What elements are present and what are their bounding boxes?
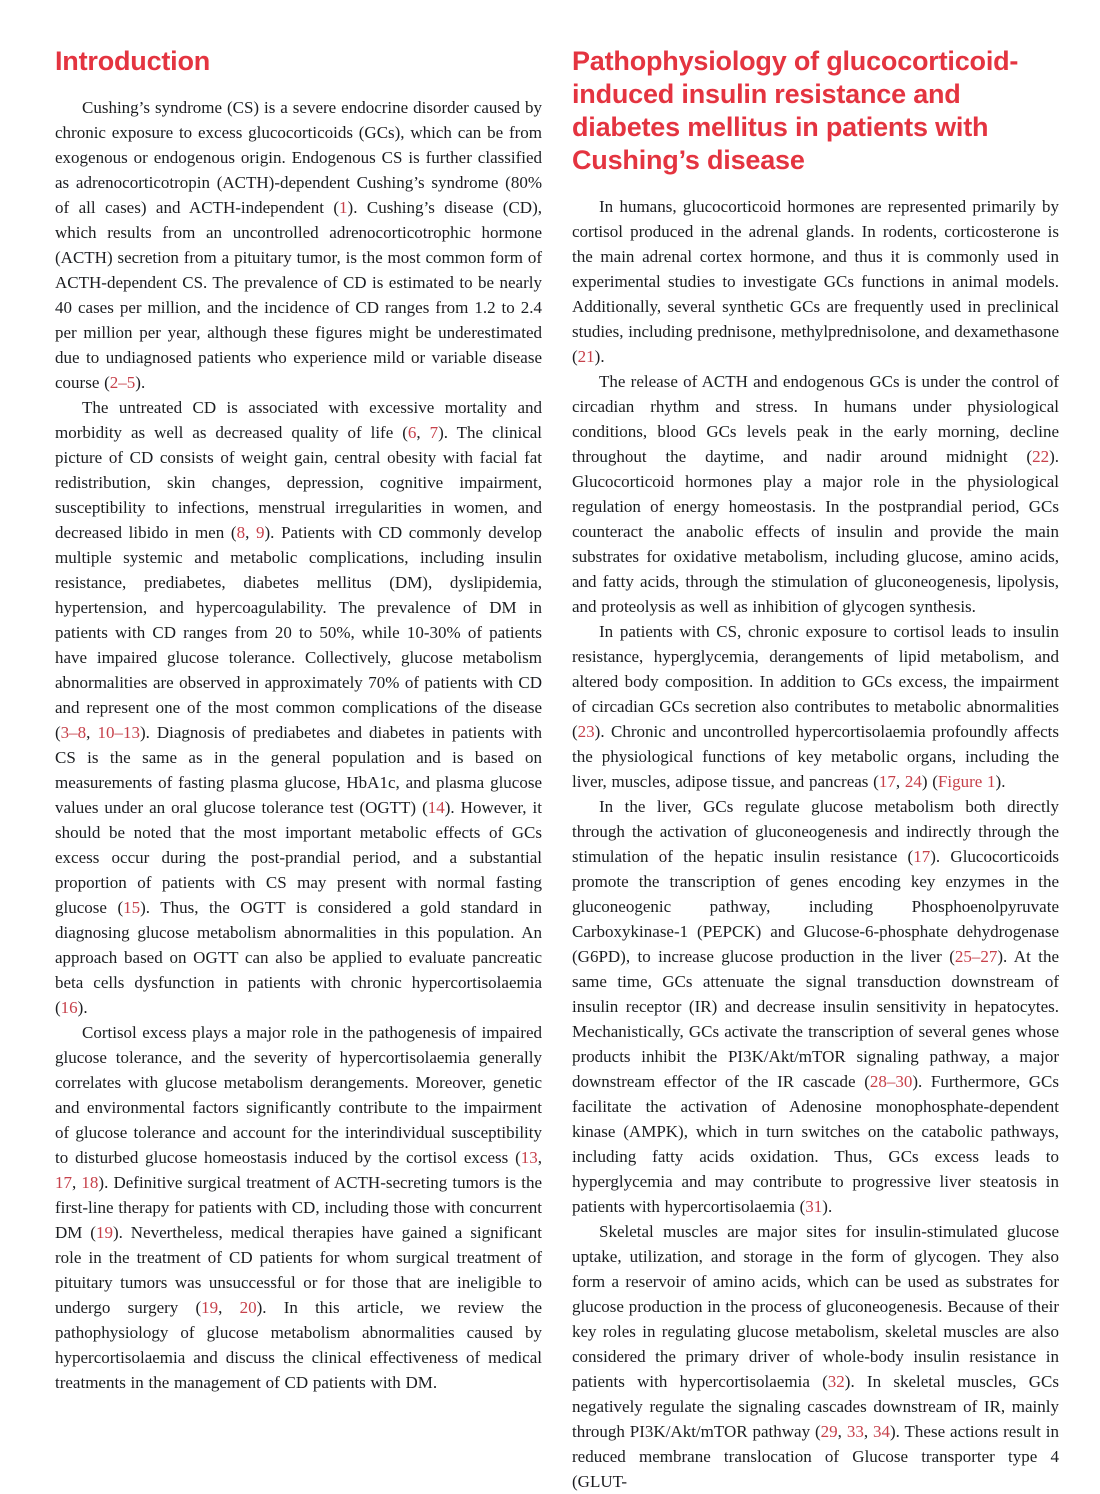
section-heading-pathophysiology: Pathophysiology of glucocorticoid-induced insulin resistance and diabetes mellitus in patients with Cushing’s disease bbox=[572, 46, 1019, 175]
citation-reference: 6 bbox=[407, 423, 417, 442]
citation-reference: 2–5 bbox=[109, 373, 136, 392]
citation-reference: 34 bbox=[873, 1422, 890, 1441]
citation-reference: 17 bbox=[55, 1173, 72, 1192]
pathophysiology-paragraph-1: In humans, glucocorticoid hormones are represented primarily by cortisol produced in the adrenal glands. In rodents, corticosterone is the main adrenal cortex hormone, and thus it is commonly used in experimental studies to investigate GCs functions in animal models. Additionally, several synthetic GCs are frequently used in preclinical studies, including prednisone, methylprednisolone, and dexamethasone (21). bbox=[572, 197, 1059, 366]
citation-reference: 13 bbox=[520, 1148, 538, 1167]
pathophysiology-paragraph-3: In patients with CS, chronic exposure to cortisol leads to insulin resistance, hyperglycemia, derangements of lipid metabolism, and altered body composition. In addition to GCs excess, the impairment of circadian GCs secretion also contributes to metabolic abnormalities (23). Chronic and uncontrolled hypercortisolaemia profoundly affects the physiological functions of key metabolic organs, including the liver, muscles, adipose tissue, and pancreas (17, 24) (Figure 1). bbox=[572, 622, 1059, 791]
citation-reference: 9 bbox=[256, 523, 265, 542]
citation-reference: 19 bbox=[95, 1223, 113, 1242]
citation-reference: 16 bbox=[60, 998, 78, 1017]
citation-reference: 33 bbox=[846, 1422, 864, 1441]
citation-reference: 29 bbox=[820, 1422, 838, 1441]
citation-reference: 23 bbox=[577, 722, 595, 741]
citation-reference: 15 bbox=[123, 898, 141, 917]
citation-reference: 31 bbox=[805, 1197, 823, 1216]
pathophysiology-paragraph-2: The release of ACTH and endogenous GCs is under the control of circadian rhythm and stress. In humans under physiological conditions, blood GCs levels peak in the early morning, decline throughout the daytime, and nadir around midnight (22). Glucocorticoid hormones play a major role in the physiological regulation of energy homeostasis. In the postprandial period, GCs counteract the anabolic effects of insulin and provide the main substrates for oxidative metabolism, including glucose, amino acids, and fatty acids, through the stimulation of gluconeogenesis, lipolysis, and proteolysis as well as inhibition of glycogen synthesis. bbox=[572, 372, 1059, 616]
figure-reference: Figure 1 bbox=[937, 772, 996, 791]
citation-reference: 24 bbox=[904, 772, 922, 791]
citation-reference: 32 bbox=[827, 1372, 845, 1391]
citation-reference: 10–13 bbox=[97, 723, 140, 742]
section-heading-introduction: Introduction bbox=[55, 46, 211, 76]
left-column bbox=[55, 45, 542, 1494]
citation-reference: 25–27 bbox=[954, 947, 998, 966]
citation-reference: 17 bbox=[913, 847, 931, 866]
citation-reference: 20 bbox=[239, 1298, 257, 1317]
citation-reference: 14 bbox=[427, 798, 445, 817]
intro-paragraph-1: Cushing’s syndrome (CS) is a severe endocrine disorder caused by chronic exposure to excess glucocorticoids (GCs), which can be from exogenous or endogenous origin. Endogenous CS is further classified as adrenocorticotropin (ACTH)-dependent Cushing’s syndrome (80% of all cases) and ACTH-independent (1). Cushing’s disease (CD), which results from an uncontrolled adrenocorticotrophic hormone (ACTH) secretion from a pituitary tumor, is the most common form of ACTH-dependent CS. The prevalence of CD is estimated to be nearly 40 cases per million, and the incidence of CD ranges from 1.2 to 2.4 per million per year, although these figures might be underestimated due to undiagnosed patients who experience mild or variable disease course (2–5). bbox=[55, 98, 542, 392]
citation-reference: 22 bbox=[1032, 447, 1050, 466]
citation-reference: 8 bbox=[236, 523, 246, 542]
citation-reference: 18 bbox=[81, 1173, 99, 1192]
intro-paragraph-2: The untreated CD is associated with excessive mortality and morbidity as well as decreased quality of life (6, 7). The clinical picture of CD consists of weight gain, central obesity with facial fat redistribution, skin changes, depression, cognitive impairment, susceptibility to infections, menstrual irregularities in women, and decreased libido in men (8, 9). Patients with CD commonly develop multiple systemic and metabolic complications, including insulin resistance, prediabetes, diabetes mellitus (DM), dyslipidemia, hypertension, and hypercoagulability. The prevalence of DM in patients with CD ranges from 20 to 50%, while 10-30% of patients have impaired glucose tolerance. Collectively, glucose metabolism abnormalities are observed in approximately 70% of patients with CD and represent one of the most common complications of the disease (3–8, 10–13). Diagnosis of prediabetes and diabetes in patients with CS is the same as in the general population and is based on measurements of fasting plasma glucose, HbA1c, and plasma glucose values under an oral glucose tolerance test (OGTT) (14). However, it should be noted that the most important metabolic effects of GCs excess occur during the post-prandial period, and a substantial proportion of patients with CS may present with normal fasting glucose (15). Thus, the OGTT is considered a gold standard in diagnosing glucose metabolism abnormalities in this population. An approach based on OGTT can also be applied to evaluate pancreatic beta cells dysfunction in patients with chronic hypercortisolaemia (16). bbox=[55, 398, 543, 1017]
pathophysiology-paragraph-4: In the liver, GCs regulate glucose metabolism both directly through the activation of gluconeogenesis and indirectly through the stimulation of the hepatic insulin resistance (17). Glucocorticoids promote the transcription of genes encoding key enzymes in the gluconeogenic pathway, including Phosphoenolpyruvate Carboxykinase-1 (PEPCK) and Glucose-6-phosphate dehydrogenase (G6PD), to increase glucose production in the liver (25–27). At the same time, GCs attenuate the signal transduction downstream of insulin receptor (IR) and decrease insulin sensitivity in hepatocytes. Mechanistically, GCs activate the transcription of several genes whose products inhibit the PI3K/Akt/mTOR signaling pathway, a major downstream effector of the IR cascade (28–30). Furthermore, GCs facilitate the activation of Adenosine monophosphate-dependent kinase (AMPK), which in turn switches on the catabolic pathways, including fatty acids oxidation. Thus, GCs excess leads to hyperglycemia and may contribute to progressive liver steatosis in patients with hypercortisolaemia (31). bbox=[572, 797, 1060, 1216]
citation-reference: 19 bbox=[201, 1298, 219, 1317]
citation-reference: 21 bbox=[577, 347, 595, 366]
pathophysiology-paragraph-5: Skeletal muscles are major sites for insulin-stimulated glucose uptake, utilization, and storage in the form of glycogen. They also form a reservoir of amino acids, which can be used as substrates for glucose production in the process of gluconeogenesis. Because of their key roles in regulating glucose metabolism, skeletal muscles are also considered the primary driver of whole-body insulin resistance in patients with hypercortisolaemia (32). In skeletal muscles, GCs negatively regulate the signaling cascades downstream of IR, mainly through PI3K/Akt/mTOR pathway (29, 33, 34). These actions result in reduced membrane translocation of Glucose transporter type 4 (GLUT- bbox=[572, 1222, 1060, 1491]
citation-reference: 7 bbox=[429, 423, 439, 442]
citation-reference: 3–8 bbox=[60, 723, 87, 742]
intro-paragraph-3: Cortisol excess plays a major role in the pathogenesis of impaired glucose tolerance, and the severity of hypercortisolaemia generally correlates with glucose metabolism derangements. Moreover, genetic and environmental factors significantly contribute to the impairment of glucose tolerance and account for the interindividual susceptibility to disturbed glucose homeostasis induced by the cortisol excess (13, 17, 18). Definitive surgical treatment of ACTH-secreting tumors is the first-line therapy for patients with CD, including those with concurrent DM (19). Nevertheless, medical therapies have gained a significant role in the treatment of CD patients for whom surgical treatment of pituitary tumors was unsuccessful or for those that are ineligible to undergo surgery (19, 20). In this article, we review the pathophysiology of glucose metabolism abnormalities caused by hypercortisolaemia and discuss the clinical effectiveness of medical treatments in the management of CD patients with DM. bbox=[55, 1023, 542, 1392]
citation-reference: 28–30 bbox=[869, 1072, 913, 1091]
citation-reference: 17 bbox=[878, 772, 896, 791]
citation-reference: 1 bbox=[339, 198, 348, 217]
right-column bbox=[572, 45, 1059, 1494]
